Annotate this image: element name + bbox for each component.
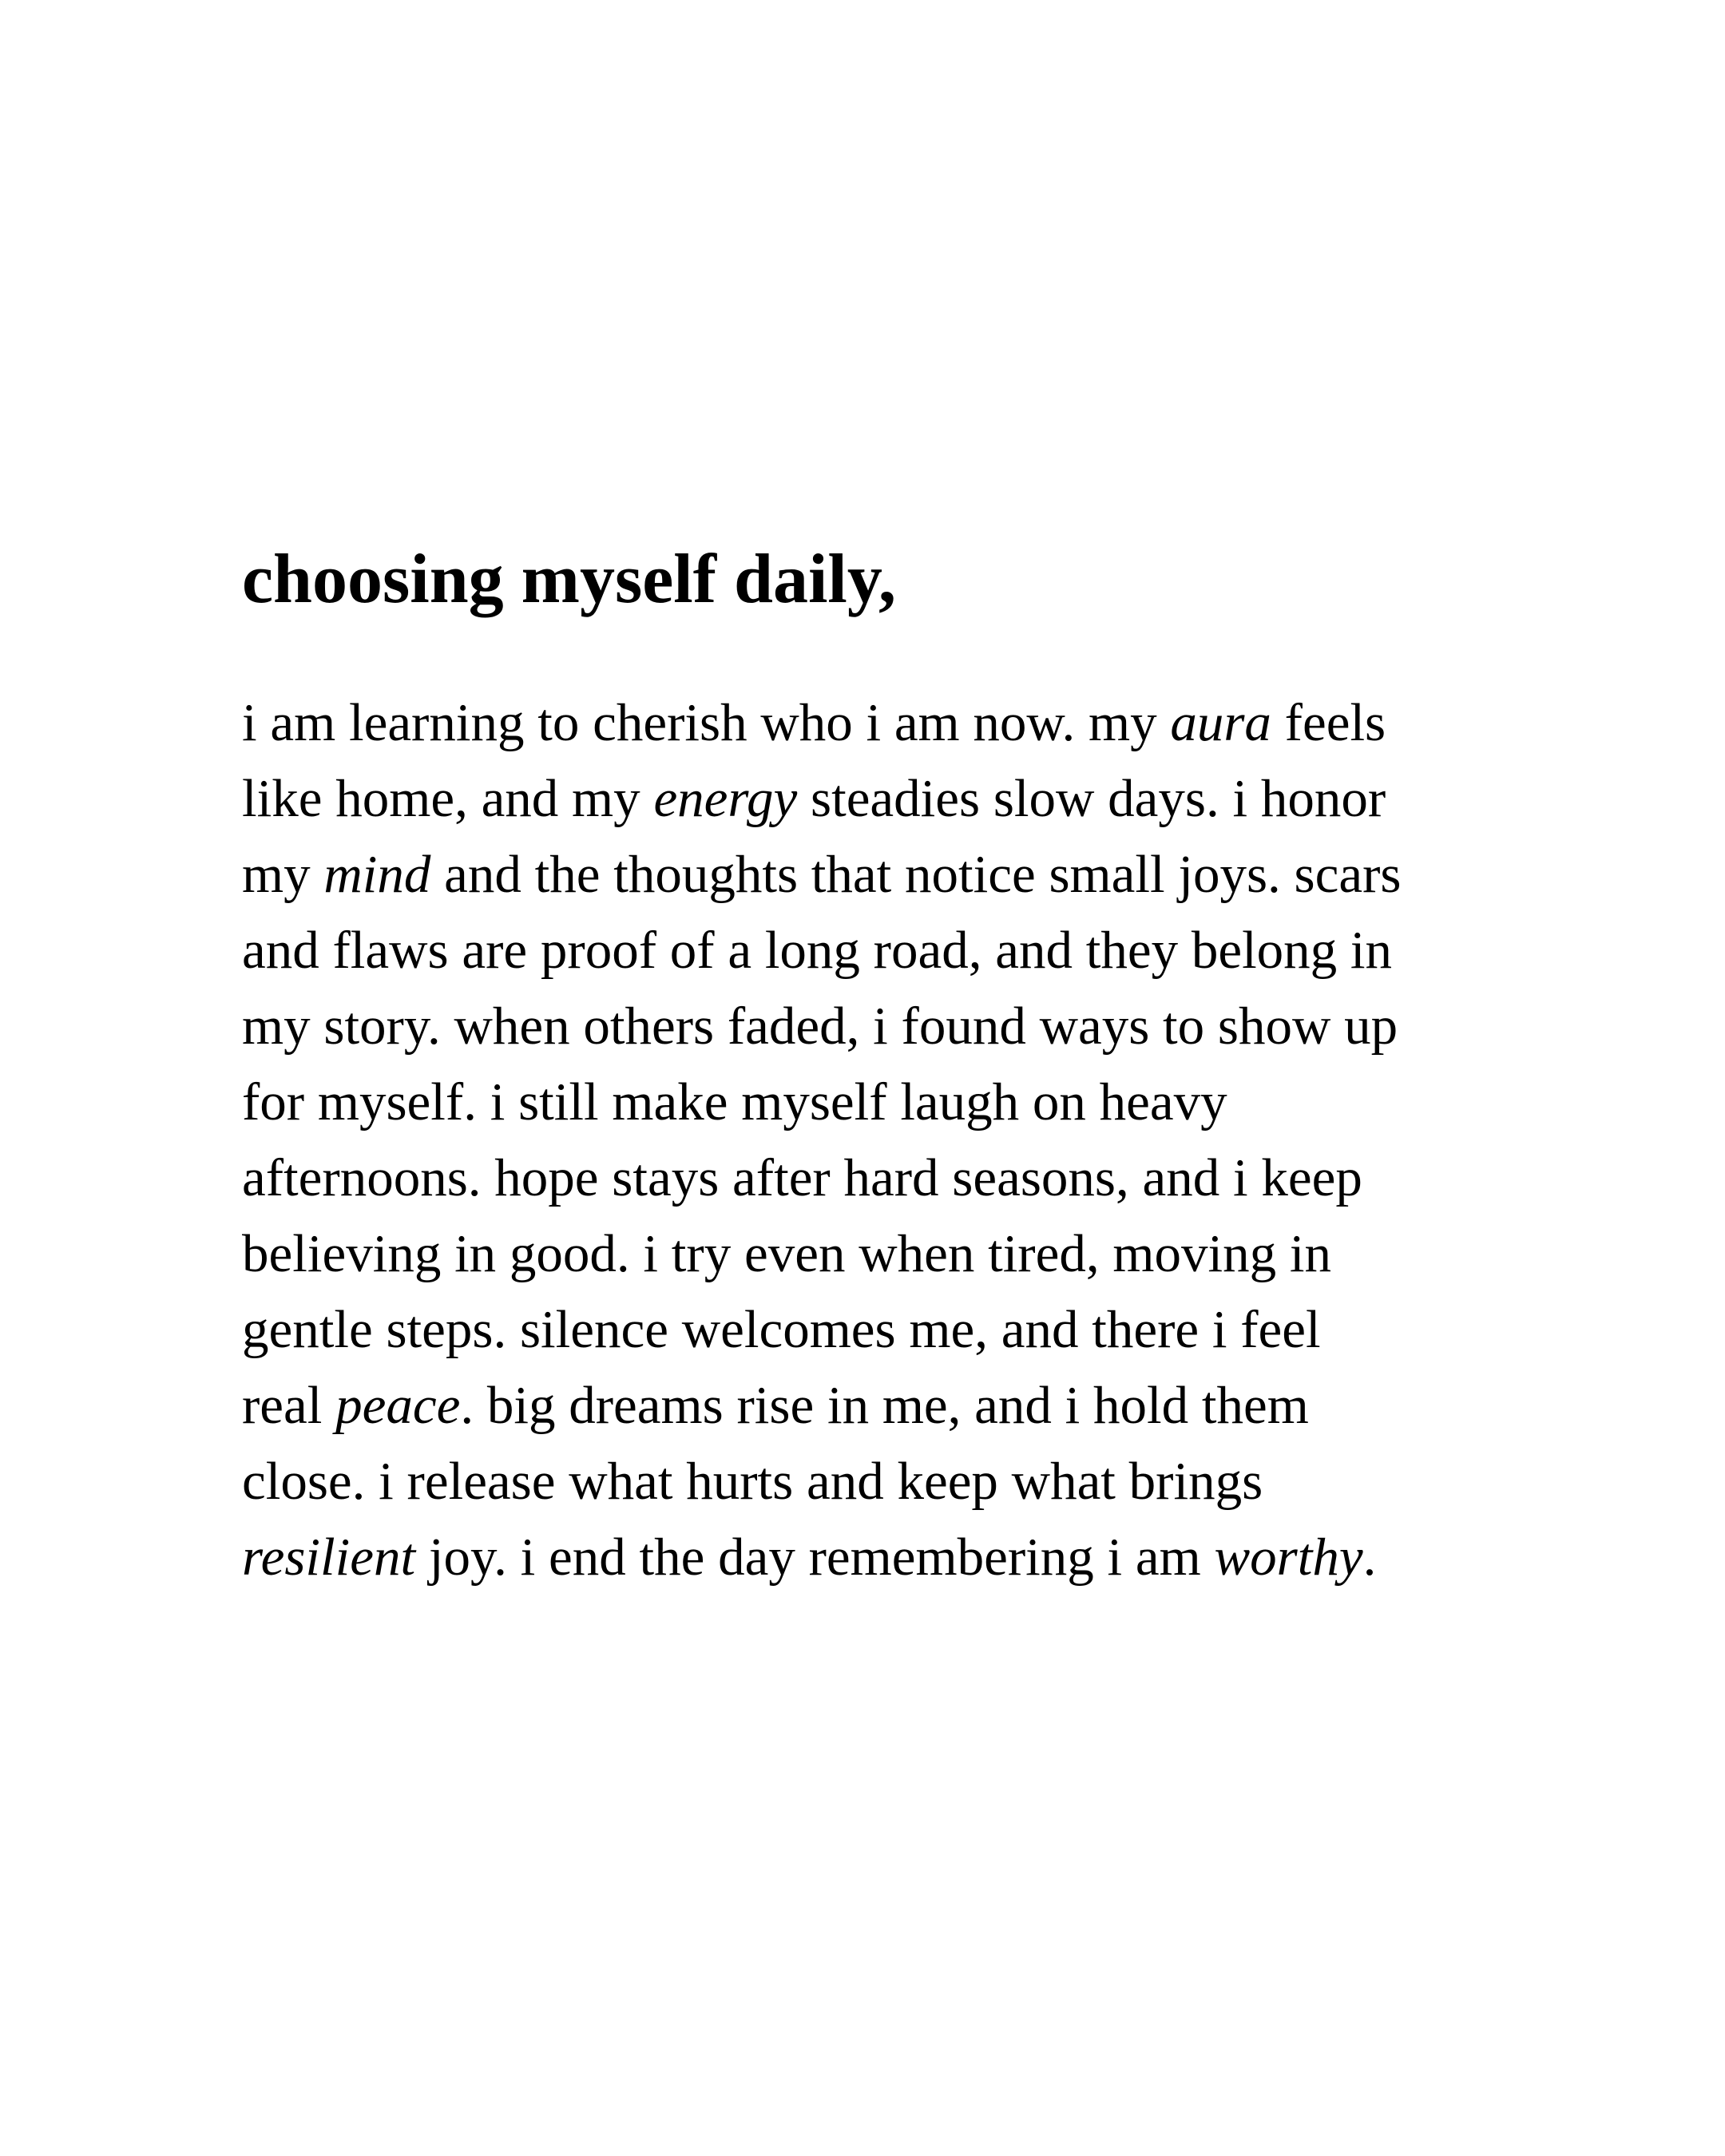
poem-line: and flaws are proof of a long road, and they belong in — [242, 921, 1393, 981]
poem-line: my mind and the thoughts that notice small joys. scars — [242, 845, 1402, 905]
poem-line: for myself. i still make myself laugh on heavy — [242, 1072, 1227, 1132]
poem-line: believing in good. i try even when tired, moving in — [242, 1224, 1331, 1284]
poem-line: afternoons. hope stays after hard seasons, and i keep — [242, 1148, 1362, 1208]
poem-title: choosing myself daily, — [242, 541, 896, 618]
poem-line: resilient joy. i end the day remembering i am worthy. — [242, 1528, 1377, 1587]
poem-line: real peace. big dreams rise in me, and i hold them — [242, 1376, 1309, 1436]
poem-line: like home, and my energy steadies slow days. i honor — [242, 769, 1386, 829]
poem-line: my story. when others faded, i found ways to show up — [242, 997, 1398, 1056]
poem-line: i am learning to cherish who i am now. my aura feels — [242, 693, 1386, 753]
poem-line: close. i release what hurts and keep what brings — [242, 1452, 1263, 1512]
poem-body — [242, 685, 1520, 1595]
poem-line: gentle steps. silence welcomes me, and there i feel — [242, 1300, 1321, 1360]
poem — [242, 539, 1520, 1595]
